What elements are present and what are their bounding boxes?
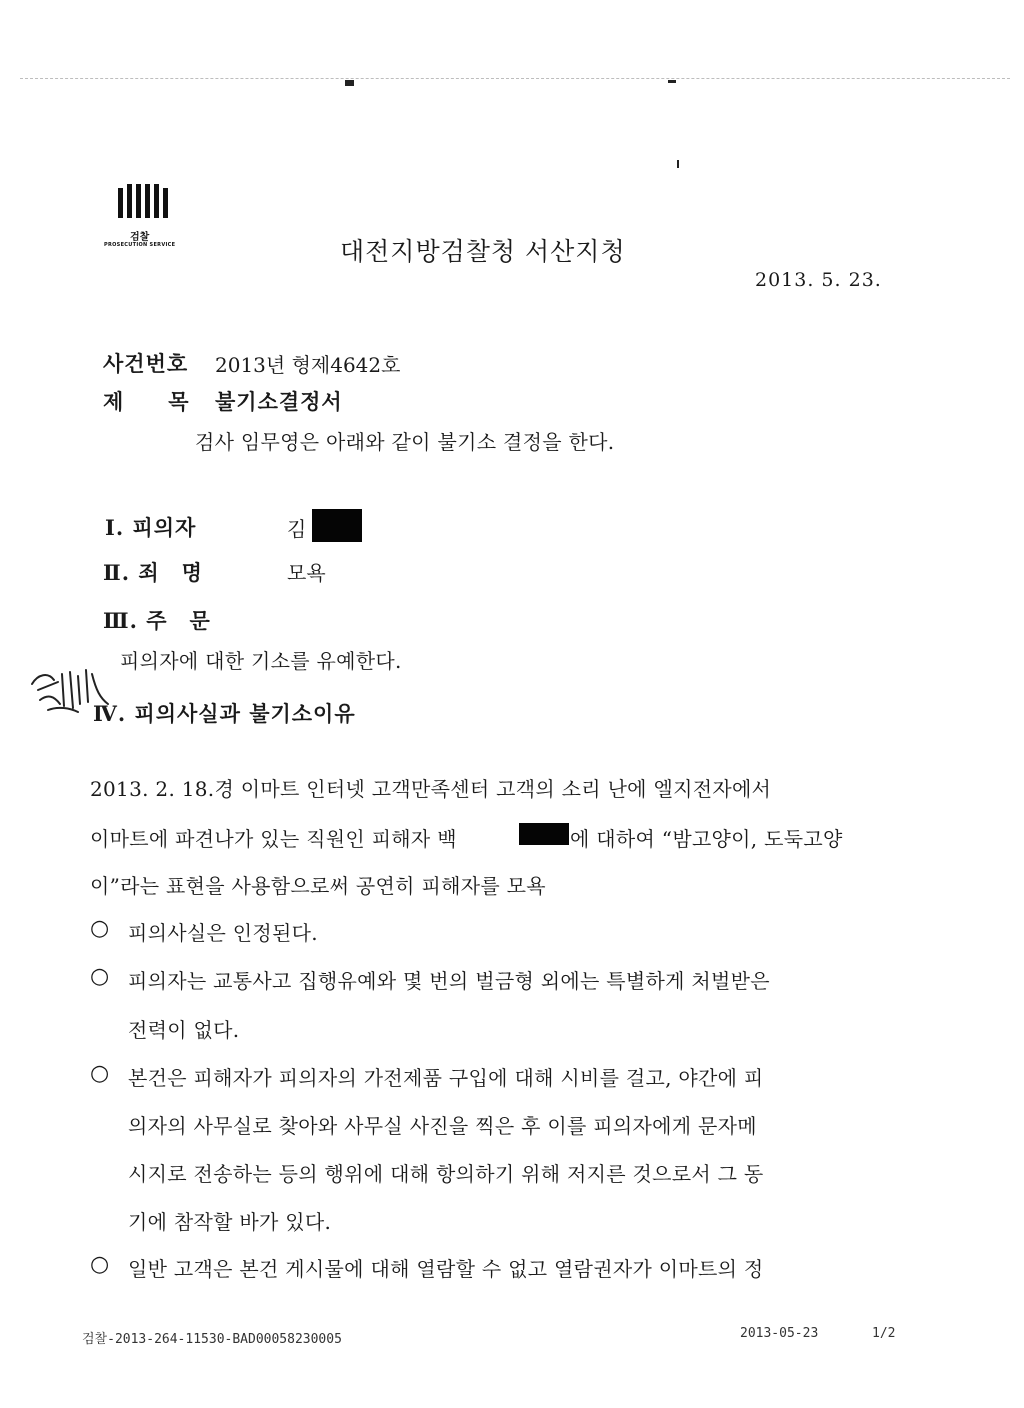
footer-page-number: 1/2	[872, 1326, 896, 1341]
order-label: Ⅲ. 주 문	[103, 608, 211, 633]
title-value: 불기소결정서	[215, 389, 343, 414]
title-label: 제 목	[103, 389, 190, 414]
case-number-label: 사건번호	[103, 351, 189, 376]
logo-emblem-icon	[118, 184, 168, 218]
bullet-mark: ○	[90, 1061, 110, 1086]
document-date: 2013. 5. 23.	[755, 269, 882, 291]
scan-speck	[677, 160, 679, 168]
scan-speck	[668, 80, 676, 83]
bullet-mark: ○	[90, 916, 110, 941]
facts-line-3: 이”라는 표현을 사용함으로써 공연히 피해자를 모욕	[90, 874, 546, 898]
charge-value: 모욕	[287, 561, 326, 585]
bullet-3-line-2: 의자의 사무실로 찾아와 사무실 사진을 찍은 후 이를 피의자에게 문자메	[128, 1114, 757, 1138]
redaction-bar	[519, 823, 569, 845]
redaction-bar	[312, 509, 362, 542]
bullet-4-line-1: 일반 고객은 본건 게시물에 대해 열람할 수 없고 열람권자가 이마트의 정	[128, 1257, 764, 1281]
office-name: 대전지방검찰청 서산지청	[340, 237, 626, 266]
order-text: 피의자에 대한 기소를 유예한다.	[120, 649, 402, 673]
bullet-mark: ○	[90, 1252, 110, 1277]
bullet-3-line-4: 기에 참작할 바가 있다.	[128, 1210, 332, 1234]
logo-word: 검찰	[130, 232, 150, 243]
reasons-heading: Ⅳ. 피의사실과 불기소이유	[93, 701, 356, 726]
footer-doc-id: 검찰-2013-264-11530-BAD00058230005	[82, 1332, 342, 1347]
facts-line-1: 2013. 2. 18.경 이마트 인터넷 고객만족센터 고객의 소리 난에 엘지전자에서	[90, 777, 772, 801]
prosecution-logo	[104, 184, 184, 254]
bullet-mark: ○	[90, 964, 110, 989]
logo-subtitle: PROSECUTION SERVICE	[104, 242, 176, 248]
charge-label: Ⅱ. 죄 명	[103, 560, 203, 585]
bullet-3-line-1: 본건은 피해자가 피의자의 가전제품 구입에 대해 시비를 걸고, 야간에 피	[128, 1066, 764, 1090]
facts-line-2b: 에 대하여 “밤고양이, 도둑고양	[570, 827, 843, 851]
facts-line-2a: 이마트에 파견나가 있는 직원인 피해자 백	[90, 827, 457, 851]
footer-date: 2013-05-23	[740, 1326, 819, 1341]
bullet-3-line-3: 시지로 전송하는 등의 행위에 대해 항의하기 위해 저지른 것으로서 그 동	[128, 1162, 764, 1186]
bullet-1-line-1: 피의사실은 인정된다.	[128, 921, 318, 945]
suspect-label: Ⅰ. 피의자	[105, 515, 197, 540]
bullet-2-line-1: 피의자는 교통사고 집행유예와 몇 번의 벌금형 외에는 특별하게 처벌받은	[128, 969, 770, 993]
scan-line-artifact	[20, 78, 1010, 79]
case-number-value: 2013년 형제4642호	[215, 353, 401, 377]
suspect-name: 김	[287, 517, 307, 541]
bullet-2-line-2: 전력이 없다.	[128, 1018, 240, 1042]
intro-sentence: 검사 임무영은 아래와 같이 불기소 결정을 한다.	[195, 430, 615, 454]
scan-speck	[345, 80, 354, 86]
